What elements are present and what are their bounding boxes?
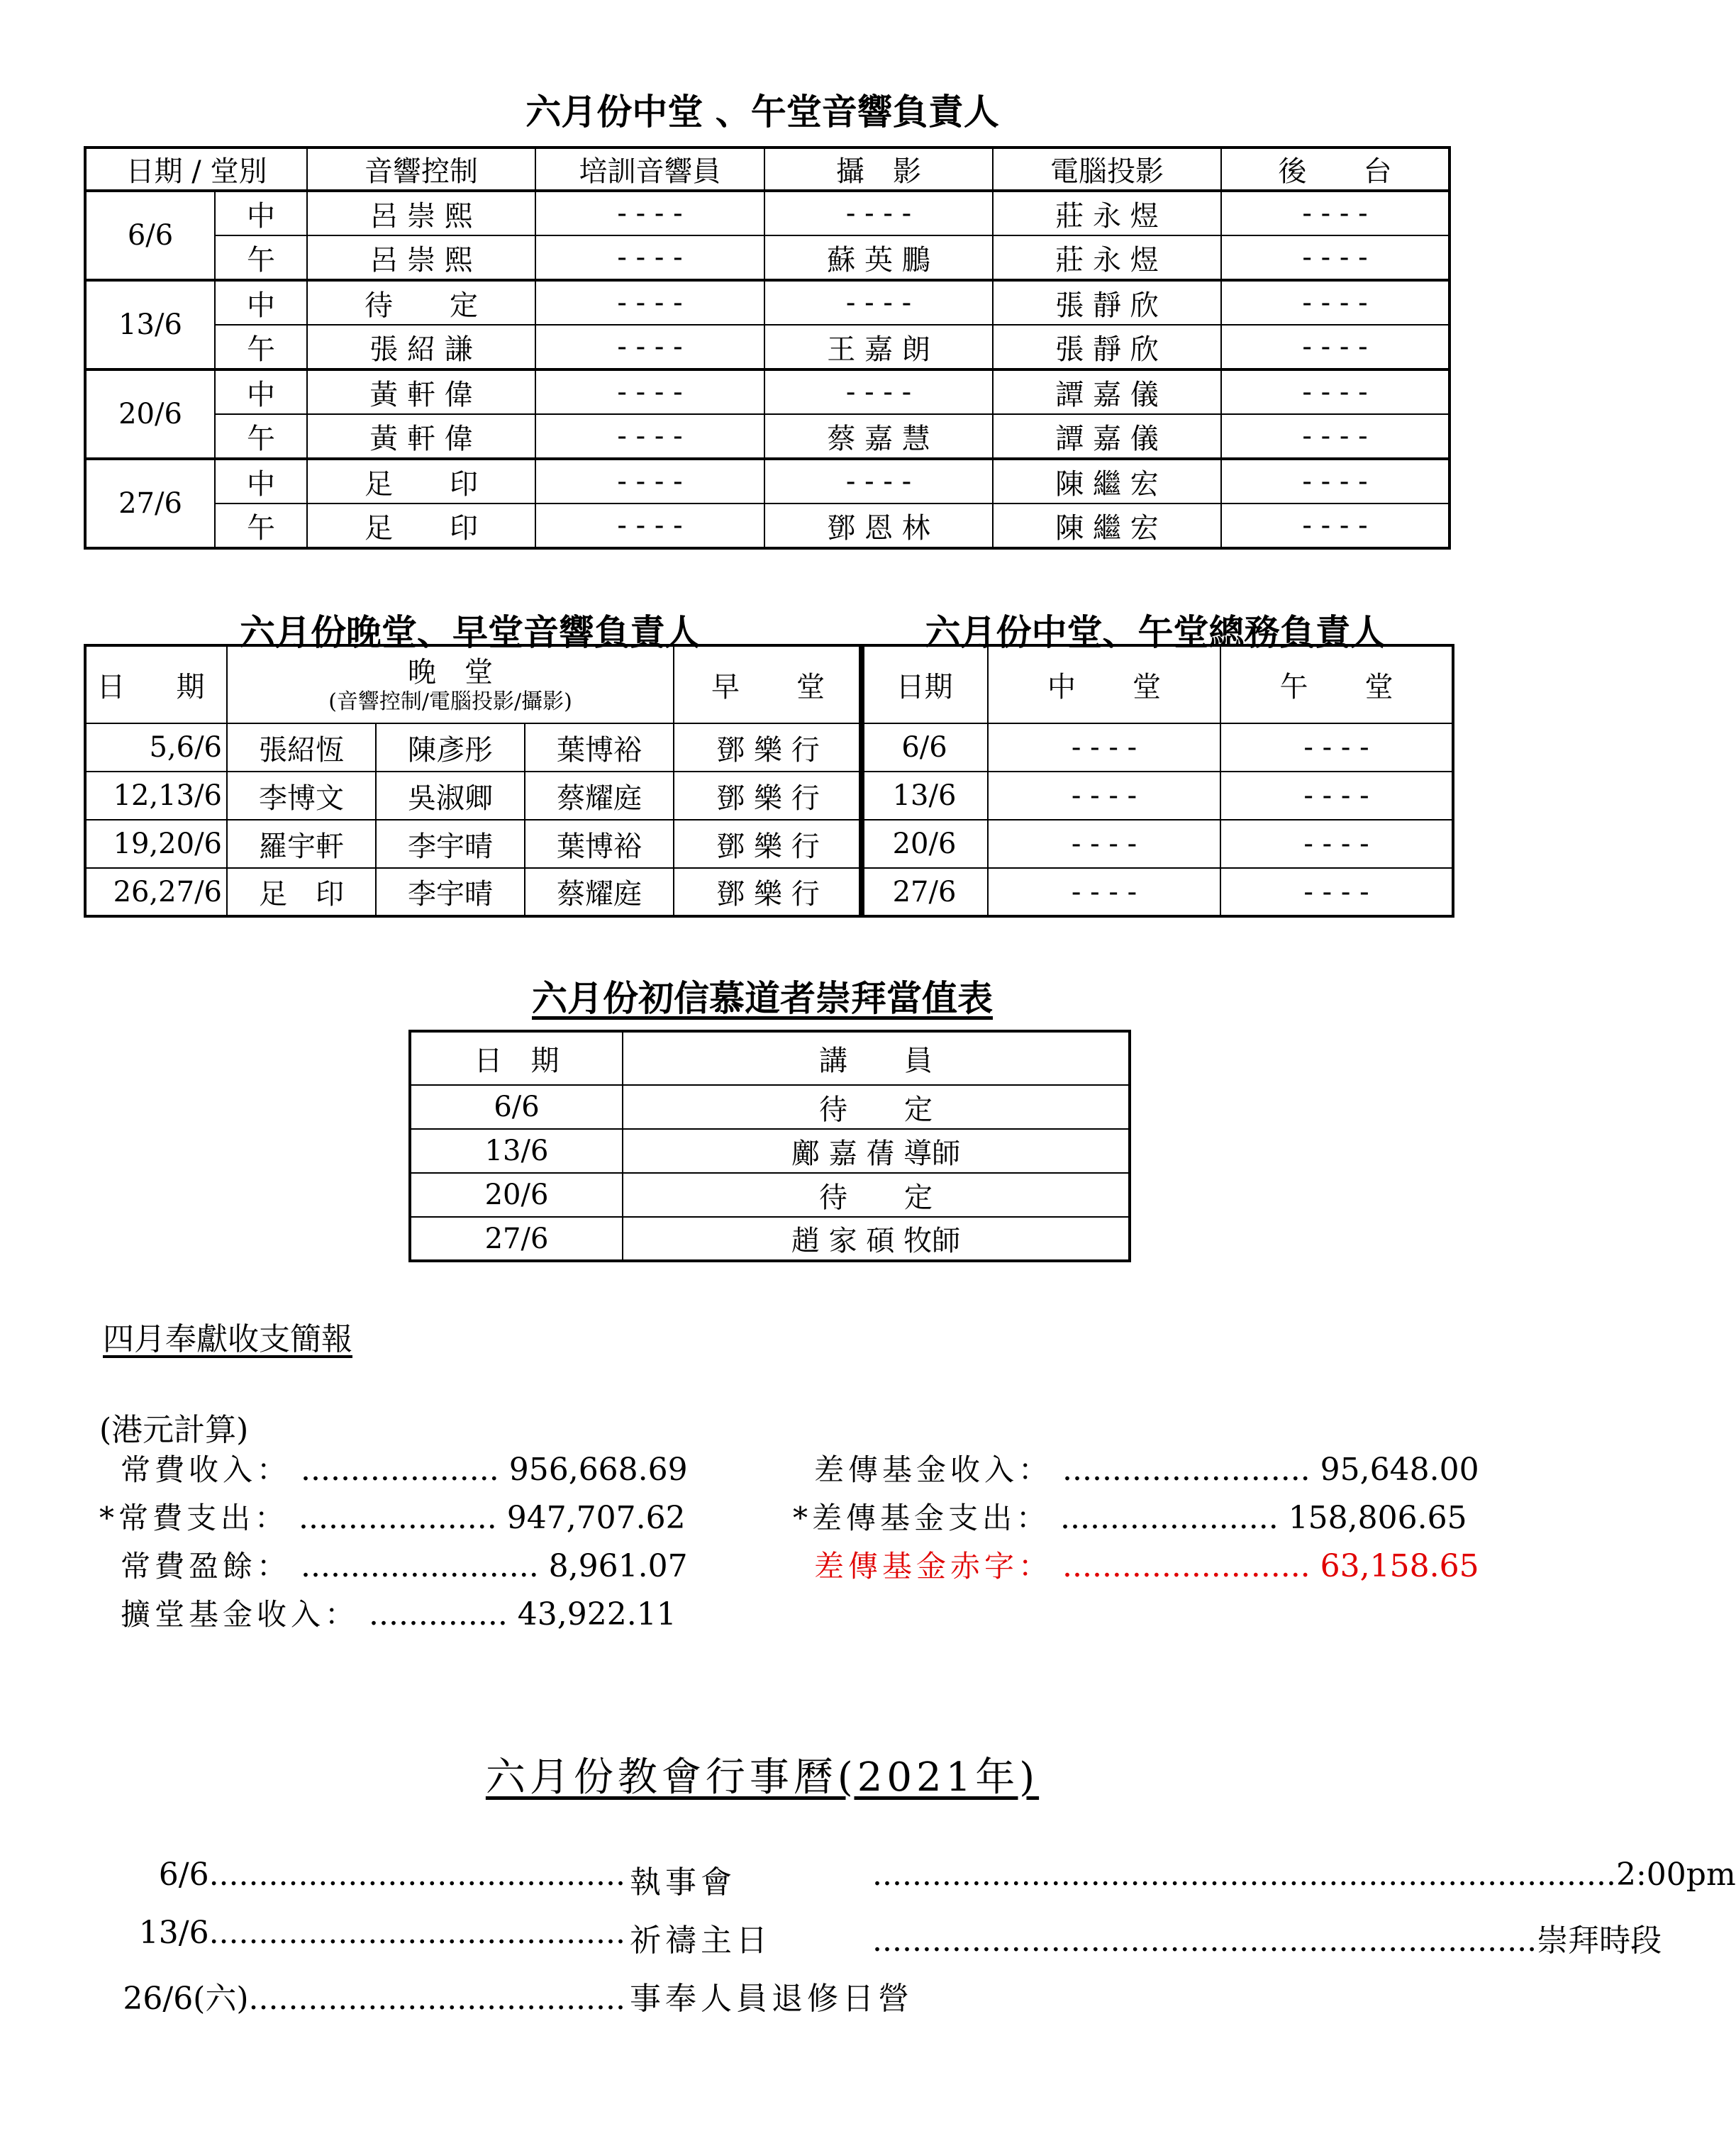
date-cell: 20/6 <box>85 369 215 459</box>
trainee-cell: - - - - <box>535 235 764 280</box>
header-projection: 電腦投影 <box>993 148 1221 191</box>
backstage-cell: - - - - <box>1221 235 1450 280</box>
noon-service-cell: - - - - <box>1220 820 1453 868</box>
finance-leader-dots: ......................... <box>1052 1548 1320 1584</box>
speaker-cell: 待 定 <box>623 1085 1130 1129</box>
finance-label: *差傳基金支出： <box>793 1501 1051 1535</box>
evening-photo-cell: 葉博裕 <box>525 820 674 868</box>
photo-cell: 王 嘉 朗 <box>764 325 993 369</box>
photo-cell: - - - - <box>764 459 993 504</box>
table-row <box>860 868 1453 916</box>
header-photo: 攝 影 <box>764 148 993 191</box>
finance-label: *常費支出： <box>99 1501 289 1535</box>
service-cell: 午 <box>215 325 307 369</box>
calendar-event: 祈禱主日 <box>630 1923 772 1959</box>
date-cell: 20/6 <box>860 820 988 868</box>
finance-left-row <box>121 1591 677 1634</box>
seekers-header-date: 日 期 <box>410 1031 623 1085</box>
calendar-date: 6/6.......................................... <box>158 1857 625 1893</box>
evening-projection-cell: 李宇晴 <box>376 868 525 916</box>
morning-cell: 鄧 樂 行 <box>674 820 863 868</box>
finance-value: 8,961.07 <box>548 1548 688 1584</box>
sound-cell: 張 紹 謙 <box>307 325 535 369</box>
date-cell: 26,27/6 <box>85 868 227 916</box>
photo-cell: 蔡 嘉 慧 <box>764 414 993 459</box>
table-row <box>410 1129 1130 1173</box>
photo-cell: - - - - <box>764 280 993 325</box>
calendar-date: 13/6.......................................... <box>138 1915 625 1951</box>
finance-value: 158,806.65 <box>1288 1500 1467 1536</box>
finance-value: 947,707.62 <box>506 1500 686 1536</box>
finance-label: 擴堂基金收入： <box>121 1597 360 1632</box>
trainee-cell: - - - - <box>535 280 764 325</box>
sound-cell: 黃 軒 偉 <box>307 414 535 459</box>
trainee-cell: - - - - <box>535 459 764 504</box>
general-title: 六月份中堂、午堂總務負責人 <box>925 612 1386 653</box>
speaker-cell: 趙 家 碩 牧師 <box>623 1217 1130 1261</box>
pm-header-evening-sub: (音響控制/電腦投影/攝影) <box>328 689 572 714</box>
general-header-date: 日期 <box>860 645 988 723</box>
morning-cell: 鄧 樂 行 <box>674 772 863 820</box>
mid-service-cell: - - - - <box>988 820 1220 868</box>
pm-header-evening-label: 晚 堂 <box>408 655 493 689</box>
finance-value: 956,668.69 <box>508 1452 688 1488</box>
morning-cell: 鄧 樂 行 <box>674 723 863 772</box>
date-cell: 6/6 <box>85 191 215 280</box>
finance-value: 95,648.00 <box>1320 1452 1479 1488</box>
evening-projection-cell: 陳彥彤 <box>376 723 525 772</box>
sound-cell: 呂 崇 熙 <box>307 235 535 280</box>
table-row <box>85 868 863 916</box>
date-cell: 5,6/6 <box>85 723 227 772</box>
backstage-cell: - - - - <box>1221 504 1450 548</box>
projection-cell: 莊 永 煜 <box>993 191 1221 235</box>
general-header-mid: 中 堂 <box>988 645 1220 723</box>
finance-right-row <box>814 1447 1479 1489</box>
pm-header-evening <box>227 645 674 723</box>
seekers-table <box>408 1030 1131 1262</box>
backstage-cell: - - - - <box>1221 191 1450 235</box>
service-cell: 午 <box>215 235 307 280</box>
general-table <box>859 644 1454 918</box>
projection-cell: 譚 嘉 儀 <box>993 369 1221 414</box>
sound-pm-table <box>84 644 864 918</box>
table-row <box>860 723 1453 772</box>
date-cell: 12,13/6 <box>85 772 227 820</box>
service-cell: 午 <box>215 414 307 459</box>
seekers-title: 六月份初信慕道者崇拜當值表 <box>532 978 993 1019</box>
table-row <box>85 369 1450 414</box>
trainee-cell: - - - - <box>535 504 764 548</box>
calendar-item <box>138 1915 1662 1959</box>
date-cell: 6/6 <box>410 1085 623 1129</box>
projection-cell: 莊 永 煜 <box>993 235 1221 280</box>
finance-leader-dots: ........................ <box>291 1548 549 1584</box>
finance-label: 常費收入： <box>121 1452 291 1487</box>
service-cell: 中 <box>215 280 307 325</box>
backstage-cell: - - - - <box>1221 369 1450 414</box>
service-cell: 中 <box>215 459 307 504</box>
date-cell: 13/6 <box>85 280 215 369</box>
mid-service-cell: - - - - <box>988 723 1220 772</box>
finance-right-row <box>814 1543 1479 1586</box>
table-row <box>85 459 1450 504</box>
table-row <box>85 325 1450 369</box>
calendar-date: 26/6(六)...................................... <box>123 1981 625 2017</box>
table-row <box>85 772 863 820</box>
backstage-cell: - - - - <box>1221 414 1450 459</box>
calendar-title: 六月份教會行事曆(2021年) <box>485 1754 1040 1801</box>
calendar-event: 執事會 <box>630 1864 736 1901</box>
date-cell: 6/6 <box>860 723 988 772</box>
sound-am-table <box>84 146 1451 550</box>
finance-leader-dots: .................... <box>289 1500 507 1536</box>
trainee-cell: - - - - <box>535 414 764 459</box>
evening-photo-cell: 葉博裕 <box>525 723 674 772</box>
evening-projection-cell: 李宇晴 <box>376 820 525 868</box>
trainee-cell: - - - - <box>535 191 764 235</box>
finance-right-row <box>793 1495 1467 1537</box>
calendar-event: 事奉人員退修日營 <box>630 1981 913 2017</box>
evening-sound-cell: 李博文 <box>227 772 376 820</box>
finance-left-row <box>121 1447 688 1489</box>
mid-service-cell: - - - - <box>988 868 1220 916</box>
table-row <box>85 723 863 772</box>
sound-cell: 待 定 <box>307 280 535 325</box>
service-cell: 中 <box>215 191 307 235</box>
table-row <box>410 1085 1130 1129</box>
evening-photo-cell: 蔡耀庭 <box>525 868 674 916</box>
finance-label: 常費盈餘： <box>121 1549 291 1584</box>
sound-pm-title: 六月份晚堂、早堂音響負責人 <box>240 612 701 653</box>
photo-cell: 蘇 英 鵬 <box>764 235 993 280</box>
date-cell: 27/6 <box>860 868 988 916</box>
calendar-item <box>123 1973 1454 2017</box>
noon-service-cell: - - - - <box>1220 772 1453 820</box>
finance-left-row <box>121 1543 688 1586</box>
sound-cell: 呂 崇 熙 <box>307 191 535 235</box>
date-cell: 13/6 <box>410 1129 623 1173</box>
finance-label: 差傳基金赤字： <box>814 1549 1053 1584</box>
header-sound-control: 音響控制 <box>307 148 535 191</box>
projection-cell: 譚 嘉 儀 <box>993 414 1221 459</box>
general-header-noon: 午 堂 <box>1220 645 1453 723</box>
table-row <box>85 504 1450 548</box>
seekers-header-speaker: 講 員 <box>623 1031 1130 1085</box>
date-cell: 27/6 <box>85 459 215 548</box>
table-row <box>85 820 863 868</box>
table-row <box>85 191 1450 235</box>
mid-service-cell: - - - - <box>988 772 1220 820</box>
trainee-cell: - - - - <box>535 369 764 414</box>
date-cell: 13/6 <box>860 772 988 820</box>
date-cell: 27/6 <box>410 1217 623 1261</box>
calendar-item <box>158 1857 1736 1901</box>
photo-cell: - - - - <box>764 369 993 414</box>
backstage-cell: - - - - <box>1221 325 1450 369</box>
date-cell: 19,20/6 <box>85 820 227 868</box>
table-row <box>85 280 1450 325</box>
header-backstage: 後 台 <box>1221 148 1450 191</box>
finance-leader-dots: ...................... <box>1050 1500 1289 1536</box>
morning-cell: 鄧 樂 行 <box>674 868 863 916</box>
sound-cell: 足 印 <box>307 459 535 504</box>
finance-leader-dots: .................... <box>291 1452 509 1488</box>
table-row <box>410 1173 1130 1217</box>
photo-cell: - - - - <box>764 191 993 235</box>
trainee-cell: - - - - <box>535 325 764 369</box>
calendar-time: ...........................................................................2:00pm <box>872 1857 1736 1893</box>
finance-title: 四月奉獻收支簡報 <box>103 1321 352 1357</box>
speaker-cell: 待 定 <box>623 1173 1130 1217</box>
calendar-time: ...................................................................崇拜時段 <box>872 1923 1662 1959</box>
projection-cell: 張 靜 欣 <box>993 280 1221 325</box>
finance-label: 差傳基金收入： <box>814 1452 1053 1487</box>
evening-sound-cell: 張紹恆 <box>227 723 376 772</box>
pm-header-date: 日 期 <box>85 645 227 723</box>
noon-service-cell: - - - - <box>1220 723 1453 772</box>
service-cell: 中 <box>215 369 307 414</box>
backstage-cell: - - - - <box>1221 280 1450 325</box>
table-row <box>410 1217 1130 1261</box>
speaker-cell: 鄺 嘉 蒨 導師 <box>623 1129 1130 1173</box>
sound-am-title: 六月份中堂 、午堂音響負責人 <box>525 91 999 133</box>
finance-leader-dots: .............. <box>359 1596 518 1632</box>
sound-cell: 黃 軒 偉 <box>307 369 535 414</box>
finance-value: 43,922.11 <box>517 1596 677 1632</box>
table-row <box>860 820 1453 868</box>
projection-cell: 陳 繼 宏 <box>993 459 1221 504</box>
photo-cell: 鄧 恩 林 <box>764 504 993 548</box>
finance-leader-dots: ......................... <box>1052 1452 1320 1488</box>
evening-projection-cell: 吳淑卿 <box>376 772 525 820</box>
evening-sound-cell: 足 印 <box>227 868 376 916</box>
finance-unit: (港元計算) <box>99 1412 249 1448</box>
finance-left-row <box>99 1495 686 1537</box>
table-row <box>85 414 1450 459</box>
header-date-service: 日期 / 堂別 <box>85 148 307 191</box>
evening-photo-cell: 蔡耀庭 <box>525 772 674 820</box>
sound-cell: 足 印 <box>307 504 535 548</box>
table-row <box>860 772 1453 820</box>
finance-value: 63,158.65 <box>1320 1548 1479 1584</box>
service-cell: 午 <box>215 504 307 548</box>
noon-service-cell: - - - - <box>1220 868 1453 916</box>
projection-cell: 陳 繼 宏 <box>993 504 1221 548</box>
date-cell: 20/6 <box>410 1173 623 1217</box>
pm-header-morning: 早 堂 <box>674 645 863 723</box>
table-row <box>85 235 1450 280</box>
evening-sound-cell: 羅宇軒 <box>227 820 376 868</box>
backstage-cell: - - - - <box>1221 459 1450 504</box>
projection-cell: 張 靜 欣 <box>993 325 1221 369</box>
header-trainee: 培訓音響員 <box>535 148 764 191</box>
